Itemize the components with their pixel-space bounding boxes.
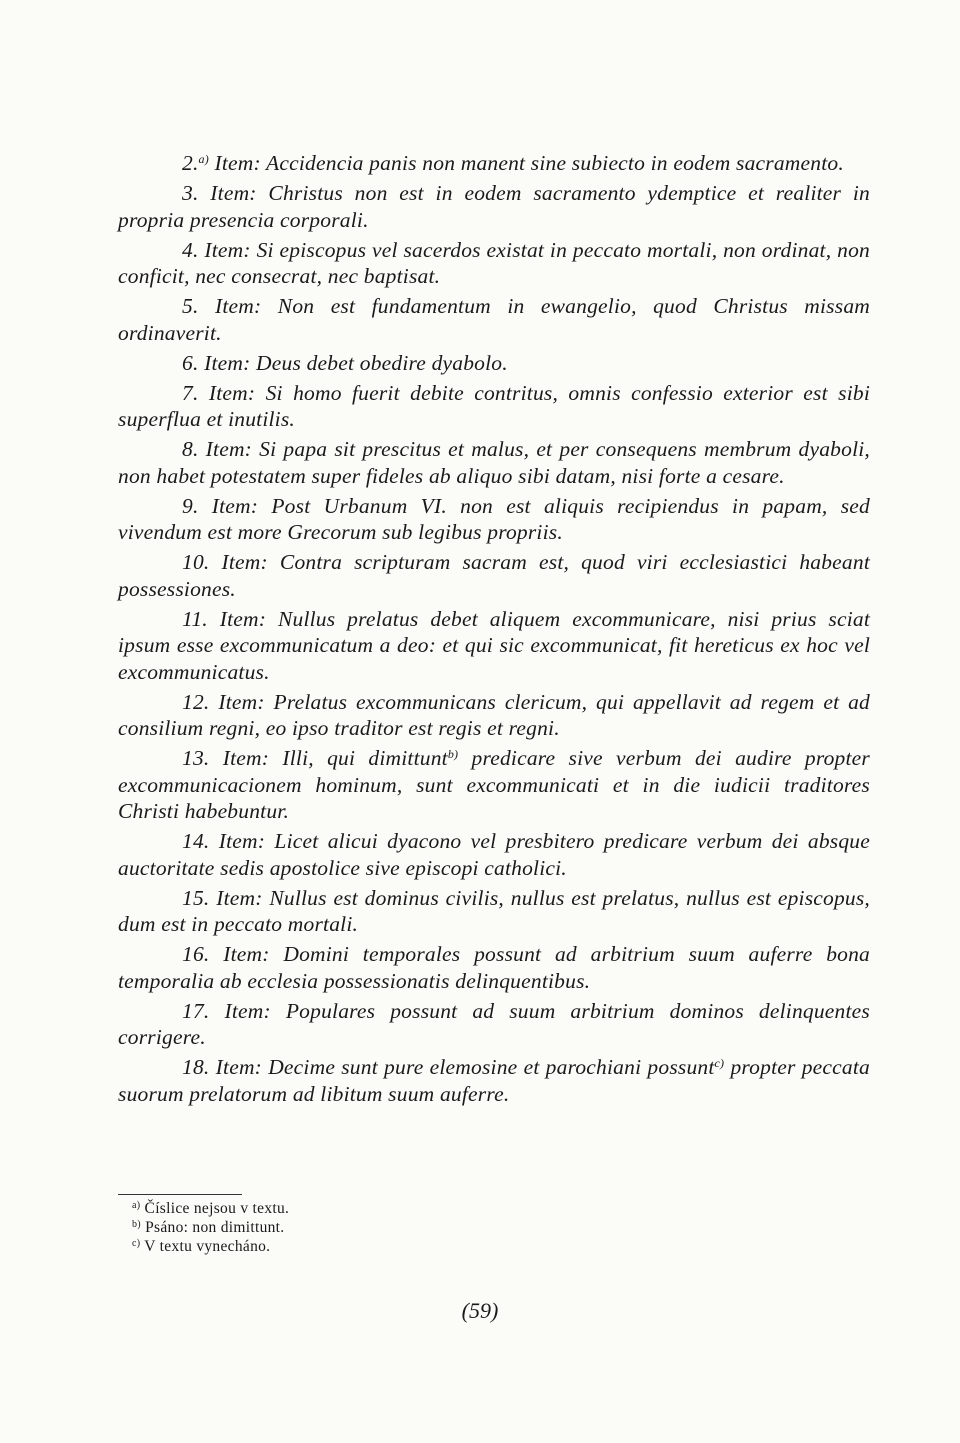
article-text: Item: Decime sunt pure elemosine et parochiani possunt [209, 1055, 715, 1079]
footnote-marker: b) [447, 747, 459, 761]
article-text: Item: Prelatus excommunicans clericum, qui appellavit ad regem et ad consilium regni, eo ipso traditor est regis et regni. [118, 689, 870, 740]
article-text: Item: Nullus est dominus civilis, nullus est prelatus, nullus est episcopus, dum est in peccato mortali. [118, 885, 870, 936]
footnote-c [132, 1237, 632, 1256]
article-text: Item: Si papa sit prescitus et malus, et per consequens membrum dyaboli, non habet potestatem super fideles ab aliquo sibi datam, nisi forte a cesare. [118, 437, 870, 488]
article-text: Item: Nullus prelatus debet aliquem excommunicare, nisi prius sciat ipsum esse excommunicatum a deo: et qui sic excommunicat, fit hereticus ex hoc vel excommunicatus. [118, 606, 870, 684]
footnote-text: Psáno: non dimittunt. [140, 1219, 285, 1236]
article-text: Item: Si homo fuerit debite contritus, omnis confessio exterior est sibi superflua et inutilis. [118, 380, 870, 431]
article-text: Item: Christus non est in eodem sacramento ydemptice et realiter in propria presencia corporali. [118, 181, 870, 232]
footnote-a [132, 1199, 632, 1218]
article-text: Item: Post Urbanum VI. non est aliquis recipiendus in papam, sed vivendum est more Grecorum sub legibus propriis. [118, 493, 870, 544]
article-number: 3. [182, 181, 199, 205]
article-text: Item: Domini temporales possunt ad arbitrium suum auferre bona temporalia ab ecclesia possessionatis delinquentibus. [118, 942, 870, 993]
footnote-mark: c) [132, 1238, 141, 1249]
article-14 [118, 828, 870, 881]
article-text: Item: Illi, qui dimittunt [209, 746, 448, 770]
article-5 [118, 293, 870, 346]
article-number: 15. [182, 885, 210, 910]
article-number: 8. [182, 437, 199, 461]
article-text: Item: Non est fundamentum in ewangelio, quod Christus missam ordinaverit. [118, 294, 870, 345]
footnote-mark: a) [132, 1200, 141, 1211]
article-2 [118, 150, 870, 177]
article-16 [118, 941, 870, 994]
article-text-continued: predicare sive verbum dei audire propter excommunicacionem hominum, sunt excommunicati et in die iudicii traditores Christi habebuntur. [118, 746, 870, 823]
article-17 [118, 998, 870, 1051]
article-number: 16. [182, 942, 210, 966]
article-number: 4. [182, 237, 199, 262]
article-number: 14. [182, 829, 210, 853]
article-text: Item: Contra scripturam sacram est, quod viri ecclesiastici habeant possessiones. [118, 550, 870, 601]
article-number: 17. [182, 998, 210, 1023]
article-number: 6. [182, 350, 199, 375]
article-7 [118, 380, 870, 433]
article-number: 7. [182, 380, 199, 405]
article-number: 11. [182, 606, 208, 631]
article-text: Item: Licet alicui dyacono vel presbitero predicare verbum dei absque auctoritate sedis apostolice sive episcopi catholici. [118, 829, 870, 880]
footnote-mark: b) [132, 1219, 141, 1230]
article-3 [118, 180, 870, 233]
footnote-marker: a) [198, 152, 209, 166]
article-text: Item: Deus debet obedire dyabolo. [198, 350, 508, 375]
article-15 [118, 885, 870, 938]
footnote-divider [118, 1194, 242, 1195]
article-text-continued: propter peccata suorum prelatorum ad libitum suum auferre. [118, 1055, 870, 1106]
footnotes [132, 1199, 632, 1256]
article-12 [118, 689, 870, 742]
article-4 [118, 237, 870, 290]
article-18 [118, 1054, 870, 1107]
article-text: Item: Si episcopus vel sacerdos existat in peccato mortali, non ordinat, non conficit, nec consecrat, nec baptisat. [118, 237, 870, 288]
article-8 [118, 436, 870, 489]
article-11 [118, 606, 870, 686]
footnote-b [132, 1218, 632, 1237]
article-9 [118, 493, 870, 546]
footnote-text: V textu vynecháno. [140, 1238, 271, 1255]
article-number: 2. [182, 151, 199, 175]
main-text [118, 150, 870, 1111]
article-number: 9. [182, 493, 199, 518]
page-number: (59) [461, 1298, 499, 1323]
article-number: 18. [182, 1055, 210, 1079]
footnote-marker: c) [714, 1056, 725, 1070]
article-text: Item: Accidencia panis non manent sine subiecto in eodem sacramento. [208, 151, 844, 175]
article-10 [118, 549, 870, 602]
footnote-text: Číslice nejsou v textu. [140, 1200, 290, 1217]
article-text: Item: Populares possunt ad suum arbitrium dominos delinquentes corrigere. [118, 998, 870, 1049]
article-13 [118, 745, 870, 825]
article-number: 13. [182, 746, 210, 770]
article-number: 5. [182, 294, 199, 318]
article-6 [118, 350, 870, 377]
article-number: 10. [182, 550, 210, 574]
article-number: 12. [182, 689, 210, 714]
